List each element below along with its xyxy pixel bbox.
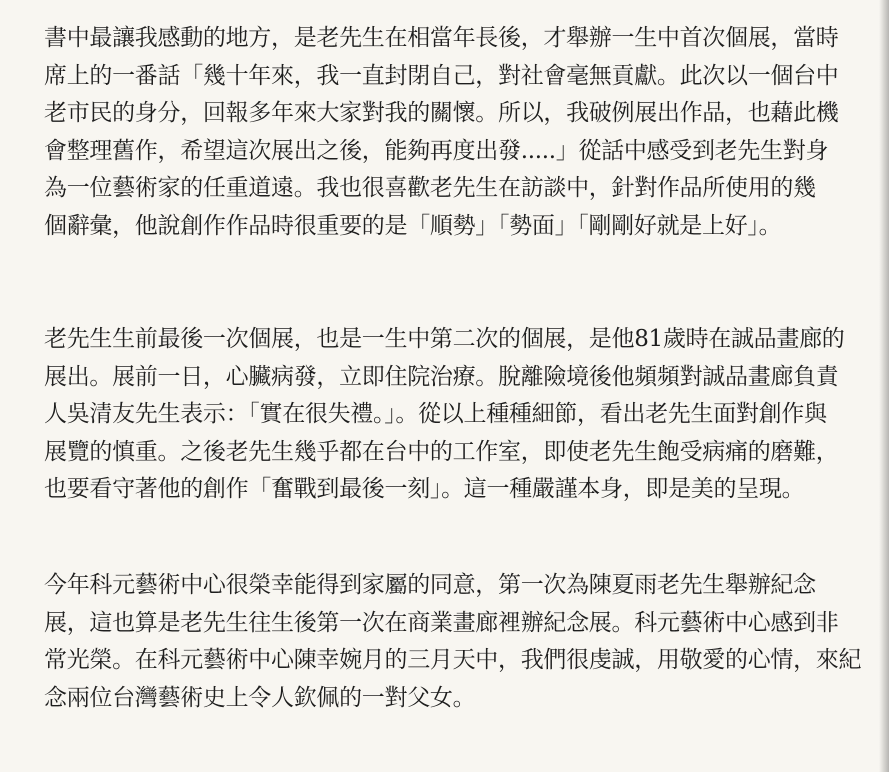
text-line: 會整理舊作，希望這次展出之後，能夠再度出發.....」從話中感受到老先生對身 — [44, 137, 829, 164]
paragraph-2 — [44, 321, 864, 509]
text-line: 展出。展前一日，心臟病發，立即住院治療。脫離險境後他頻頻對誠品畫廊負責 — [44, 363, 839, 390]
text-line: 老市民的身分，回報多年來大家對我的關懷。所以，我破例展出作品，也藉此機 — [44, 100, 839, 127]
text-line: 也要看守著他的創作「奮戰到最後一刻」。這一種嚴謹本身，即是美的呈現。 — [44, 476, 805, 503]
paragraph-3 — [44, 567, 864, 717]
text-line: 個辭彙，他說創作作品時很重要的是「順勢」「勢面」「剛剛好就是上好」。 — [44, 212, 782, 239]
text-line: 書中最讓我感動的地方，是老先生在相當年長後，才舉辦一生中首次個展，當時 — [44, 25, 839, 51]
paragraph-1 — [44, 20, 864, 246]
text-line: 人吳清友先生表示：「實在很失禮。」。從以上種種細節，看出老先生面對創作與 — [44, 401, 827, 428]
text-line: 今年科元藝術中心很榮幸能得到家屬的同意，第一次為陳夏雨老先生舉辦紀念 — [44, 572, 816, 598]
text-line: 展覽的慎重。之後老先生幾乎都在台中的工作室，即使老先生飽受病痛的磨難， — [44, 438, 839, 465]
text-line: 席上的一番話「幾十年來，我一直封閉自己，對社會毫無貢獻。此次以一個台中 — [44, 62, 839, 89]
text-line: 老先生生前最後一次個展，也是一生中第二次的個展，是他81歲時在誠品畫廊的 — [44, 326, 845, 352]
text-line: 展，這也算是老先生往生後第一次在商業畫廊裡辦紀念展。科元藝術中心感到非 — [44, 609, 839, 636]
text-line: 念兩位台灣藝術史上令人欽佩的一對父女。 — [44, 684, 476, 711]
page-edge-shadow — [879, 0, 889, 772]
text-line: 為一位藝術家的任重道遠。我也很喜歡老先生在訪談中，針對作品所使用的幾 — [44, 175, 816, 202]
text-line: 常光榮。在科元藝術中心陳幸婉月的三月天中，我們很虔誠，用敬愛的心情，來紀 — [44, 647, 862, 674]
